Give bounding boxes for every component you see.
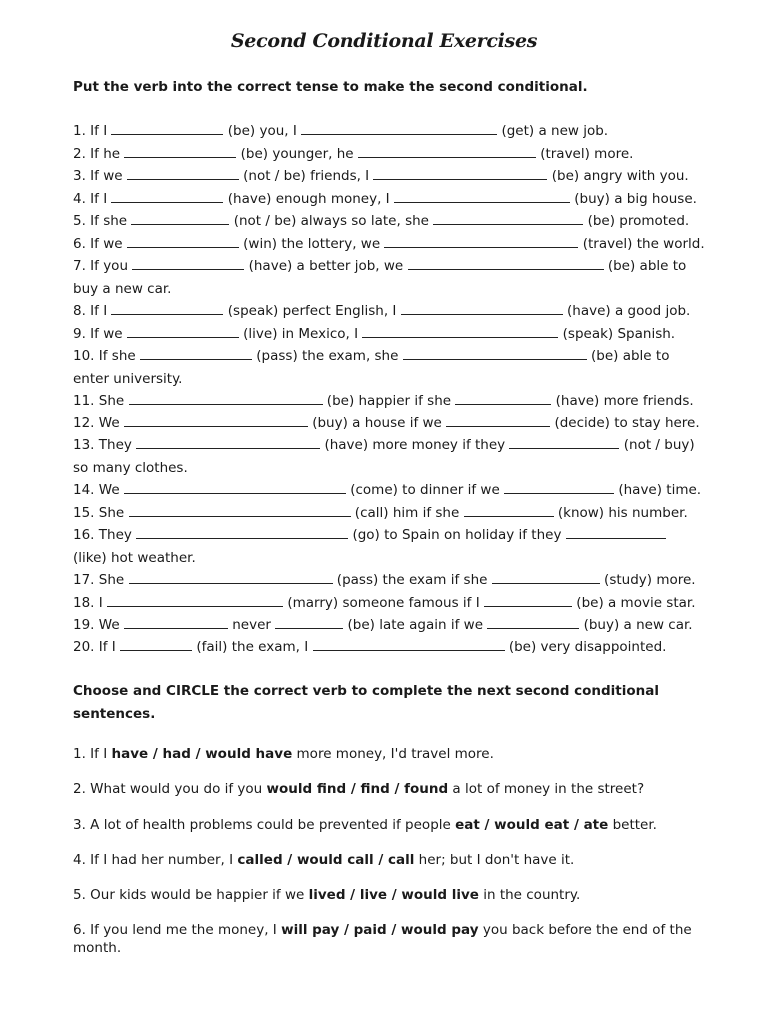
verb-options[interactable]: would find / find / found	[266, 781, 449, 797]
verb-options[interactable]: have / had / would have	[111, 746, 293, 762]
answer-blank[interactable]	[313, 638, 505, 651]
answer-blank[interactable]	[111, 302, 223, 315]
answer-blank[interactable]	[124, 414, 308, 427]
choice-sentence: 4. If I had her number, I called / would call / call her; but I don't have it.	[73, 852, 575, 868]
exercise-row: 5. If she (not / be) always so late, she (be) promoted.	[73, 213, 690, 229]
exercise-row: 18. I (marry) someone famous if I (be) a movie star.	[73, 595, 696, 611]
answer-blank[interactable]	[136, 526, 348, 539]
answer-blank[interactable]	[131, 212, 229, 225]
answer-blank[interactable]	[464, 504, 554, 517]
exercise-row: 7. If you (have) a better job, we (be) able to	[73, 258, 687, 274]
answer-blank[interactable]	[124, 481, 346, 494]
answer-blank[interactable]	[509, 436, 619, 449]
exercise-row: 4. If I (have) enough money, I (buy) a big house.	[73, 191, 697, 207]
page-title: Second Conditional Exercises	[230, 30, 538, 52]
answer-blank[interactable]	[132, 257, 244, 270]
answer-blank[interactable]	[384, 235, 578, 248]
exercise-row-continuation: so many clothes.	[73, 460, 188, 476]
answer-blank[interactable]	[127, 167, 239, 180]
answer-blank[interactable]	[566, 526, 666, 539]
answer-blank[interactable]	[455, 392, 551, 405]
answer-blank[interactable]	[362, 325, 558, 338]
exercise-row: 1. If I (be) you, I (get) a new job.	[73, 123, 609, 139]
answer-blank[interactable]	[120, 638, 192, 651]
section1-instruction: Put the verb into the correct tense to make the second conditional.	[73, 79, 588, 95]
exercise-row-continuation: (like) hot weather.	[73, 550, 196, 566]
answer-blank[interactable]	[111, 190, 223, 203]
exercise-row: 9. If we (live) in Mexico, I (speak) Spanish.	[73, 326, 676, 342]
verb-options[interactable]: called / would call / call	[237, 852, 415, 868]
answer-blank[interactable]	[301, 122, 497, 135]
exercise-row: 15. She (call) him if she (know) his number.	[73, 505, 688, 521]
answer-blank[interactable]	[403, 347, 587, 360]
verb-options[interactable]: eat / would eat / ate	[455, 817, 609, 833]
answer-blank[interactable]	[124, 145, 236, 158]
exercise-row: 6. If we (win) the lottery, we (travel) the world.	[73, 236, 705, 252]
exercise-row: 10. If she (pass) the exam, she (be) able to	[73, 348, 670, 364]
verb-options[interactable]: will pay / paid / would pay	[281, 922, 479, 938]
answer-blank[interactable]	[107, 594, 283, 607]
answer-blank[interactable]	[504, 481, 614, 494]
exercise-row: 19. We never (be) late again if we (buy) a new car.	[73, 617, 693, 633]
answer-blank[interactable]	[136, 436, 320, 449]
answer-blank[interactable]	[129, 392, 323, 405]
exercise-row: 14. We (come) to dinner if we (have) time.	[73, 482, 702, 498]
exercise-row: 8. If I (speak) perfect English, I (have) a good job.	[73, 303, 691, 319]
answer-blank[interactable]	[401, 302, 563, 315]
answer-blank[interactable]	[127, 325, 239, 338]
exercise-row: 3. If we (not / be) friends, I (be) angry with you.	[73, 168, 689, 184]
exercise-row: 12. We (buy) a house if we (decide) to stay here.	[73, 415, 700, 431]
choice-sentence: 5. Our kids would be happier if we lived / live / would live in the country.	[73, 887, 581, 903]
verb-options[interactable]: lived / live / would live	[308, 887, 479, 903]
answer-blank[interactable]	[140, 347, 252, 360]
answer-blank[interactable]	[129, 571, 333, 584]
exercise-row-continuation: buy a new car.	[73, 281, 172, 297]
answer-blank[interactable]	[433, 212, 583, 225]
exercise-row: 17. She (pass) the exam if she (study) more.	[73, 572, 696, 588]
exercise-row: 20. If I (fail) the exam, I (be) very disappointed.	[73, 639, 667, 655]
exercise-row: 16. They (go) to Spain on holiday if they	[73, 526, 666, 544]
answer-blank[interactable]	[275, 616, 343, 629]
answer-blank[interactable]	[394, 190, 570, 203]
section2-instruction: Choose and CIRCLE the correct verb to complete the next second conditional sentences.	[73, 683, 660, 722]
answer-blank[interactable]	[111, 122, 223, 135]
answer-blank[interactable]	[408, 257, 604, 270]
answer-blank[interactable]	[487, 616, 579, 629]
answer-blank[interactable]	[124, 616, 228, 629]
choice-sentence: 6. If you lend me the money, I will pay / paid / would pay you back before the end of the month.	[73, 922, 692, 956]
exercise-row: 11. She (be) happier if she (have) more friends.	[73, 393, 694, 409]
answer-blank[interactable]	[492, 571, 600, 584]
answer-blank[interactable]	[446, 414, 550, 427]
choice-sentence: 2. What would you do if you would find / find / found a lot of money in the street?	[73, 781, 645, 797]
answer-blank[interactable]	[129, 504, 351, 517]
exercise-row: 2. If he (be) younger, he (travel) more.	[73, 146, 634, 162]
exercise-row: 13. They (have) more money if they (not / buy)	[73, 437, 695, 453]
choice-sentence: 1. If I have / had / would have more money, I'd travel more.	[73, 746, 494, 762]
choice-sentence: 3. A lot of health problems could be prevented if people eat / would eat / ate better.	[73, 817, 657, 833]
exercise-row-continuation: enter university.	[73, 371, 183, 387]
answer-blank[interactable]	[373, 167, 547, 180]
answer-blank[interactable]	[127, 235, 239, 248]
answer-blank[interactable]	[358, 145, 536, 158]
answer-blank[interactable]	[484, 594, 572, 607]
